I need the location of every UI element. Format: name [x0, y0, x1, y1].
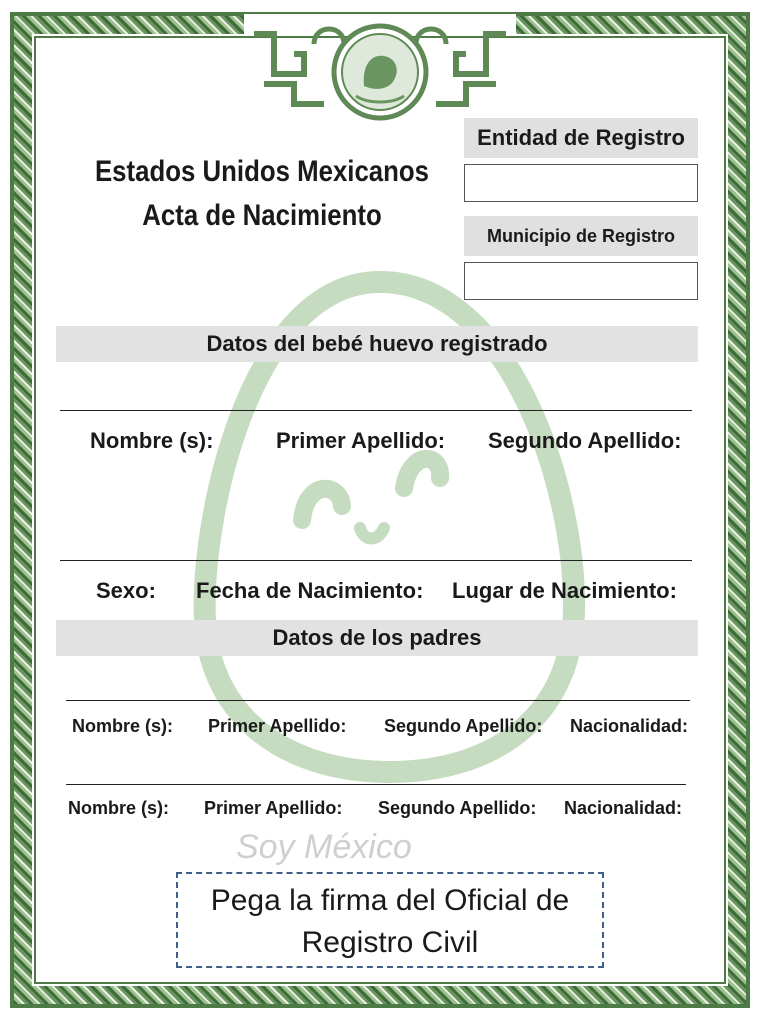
- signature-box[interactable]: [176, 872, 604, 968]
- signature-line-2: Registro Civil: [301, 926, 479, 959]
- municipio-registro-field[interactable]: [464, 262, 698, 300]
- parent2-primer-apellido-label: Primer Apellido:: [204, 798, 343, 818]
- entidad-registro-field[interactable]: [464, 164, 698, 202]
- parent1-line: [66, 700, 690, 701]
- parents-section-heading: Datos de los padres: [56, 620, 698, 656]
- baby-nombre-label: Nombre (s):: [90, 428, 214, 453]
- signature-line-1: Pega la firma del Oficial de: [210, 884, 570, 917]
- parent2-line: [66, 784, 686, 785]
- baby-birth-line: [60, 560, 692, 561]
- entidad-registro-label: Entidad de Registro: [464, 118, 698, 158]
- baby-name-line: [60, 410, 692, 411]
- baby-section-heading: Datos del bebé huevo registrado: [56, 326, 698, 362]
- municipio-registro-label: Municipio de Registro: [464, 216, 698, 256]
- parent2-segundo-apellido-label: Segundo Apellido:: [378, 798, 537, 818]
- baby-lugar-nacimiento-label: Lugar de Nacimiento:: [452, 578, 677, 603]
- parent1-nombre-label: Nombre (s):: [72, 716, 174, 736]
- coat-of-arms-seal-icon: [244, 14, 516, 122]
- baby-primer-apellido-label: Primer Apellido:: [276, 428, 446, 453]
- parent1-nacionalidad-label: Nacionalidad:: [570, 716, 689, 736]
- title-line-1: Estados Unidos Mexicanos: [94, 155, 430, 188]
- document-title: [90, 150, 434, 238]
- baby-sexo-label: Sexo:: [96, 578, 156, 603]
- parent2-nombre-label: Nombre (s):: [68, 798, 170, 818]
- parent2-nacionalidad-label: Nacionalidad:: [564, 798, 683, 818]
- parent1-segundo-apellido-label: Segundo Apellido:: [384, 716, 543, 736]
- parent1-primer-apellido-label: Primer Apellido:: [208, 716, 347, 736]
- baby-fecha-nacimiento-label: Fecha de Nacimiento:: [196, 578, 424, 603]
- title-line-2: Acta de Nacimiento: [142, 199, 382, 232]
- baby-segundo-apellido-label: Segundo Apellido:: [488, 428, 682, 453]
- soy-mexico-watermark: Soy México: [236, 828, 412, 866]
